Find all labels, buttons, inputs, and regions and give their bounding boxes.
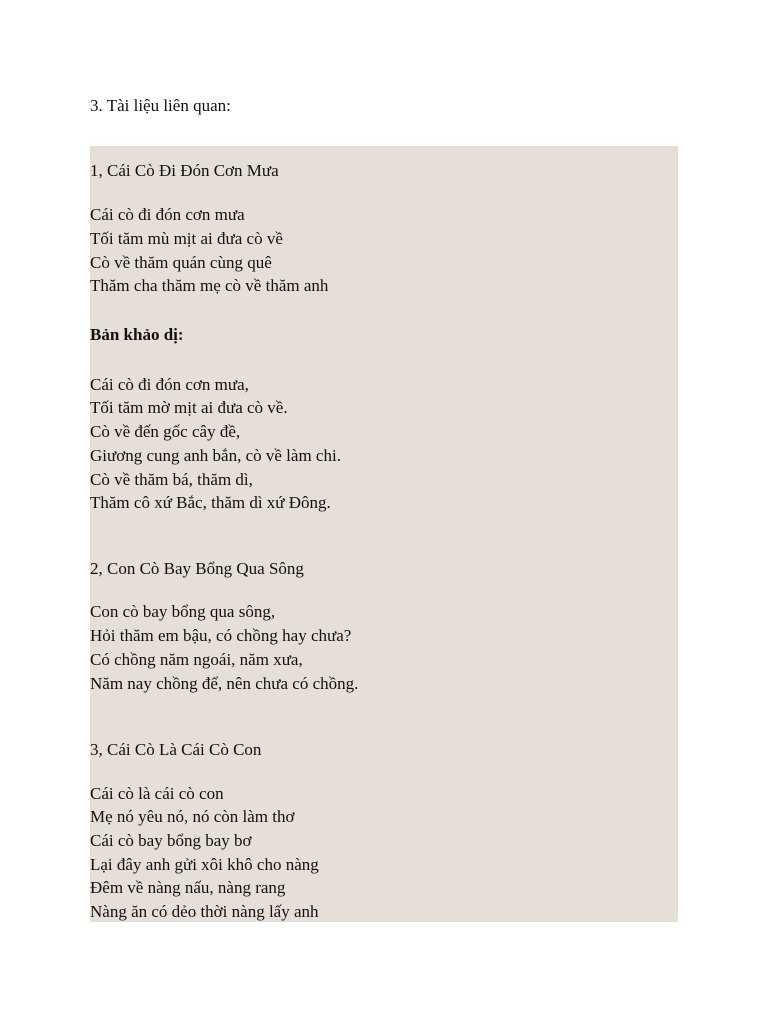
poem-1-line: Cò về thăm quán cùng quê [90,253,272,272]
variant-line: Giương cung anh bắn, cò về làm chi. [90,446,341,465]
poem-2-line: Hỏi thăm em bậu, có chồng hay chưa? [90,626,352,645]
variant-label: Bản khảo dị: [90,325,184,344]
variant-line: Cò về thăm bá, thăm dì, [90,470,253,489]
poem-3-line: Nàng ăn có dẻo thời nàng lấy anh [90,902,319,921]
poem-1-title: 1, Cái Cò Đi Đón Cơn Mưa [90,161,279,180]
poem-3-line: Cái cò là cái cò con [90,784,224,803]
poem-panel [90,146,678,922]
variant-line: Tối tăm mờ mịt ai đưa cò về. [90,398,288,417]
poem-1-line: Tối tăm mù mịt ai đưa cò về [90,229,283,248]
poem-2-line: Con cò bay bổng qua sông, [90,602,276,621]
poem-3-title: 3, Cái Cò Là Cái Cò Con [90,740,262,759]
variant-line: Cò về đến gốc cây đề, [90,422,241,441]
section-heading: 3. Tài liệu liên quan: [90,96,231,115]
poem-3-line: Cái cò bay bổng bay bơ [90,831,252,850]
poem-1-line: Cái cò đi đón cơn mưa [90,205,245,224]
variant-line: Thăm cô xứ Bắc, thăm dì xứ Đông. [90,493,331,512]
poem-3-line: Lại đây anh gửi xôi khô cho nàng [90,855,319,874]
variant-line: Cái cò đi đón cơn mưa, [90,375,249,394]
poem-2-title: 2, Con Cò Bay Bổng Qua Sông [90,559,304,578]
poem-1-line: Thăm cha thăm mẹ cò về thăm anh [90,276,329,295]
poem-3-line: Đêm về nàng nấu, nàng rang [90,878,286,897]
poem-2-line: Năm nay chồng để, nên chưa có chồng. [90,674,359,693]
poem-2-line: Có chồng năm ngoái, năm xưa, [90,650,303,669]
poem-3-line: Mẹ nó yêu nó, nó còn làm thơ [90,807,295,826]
